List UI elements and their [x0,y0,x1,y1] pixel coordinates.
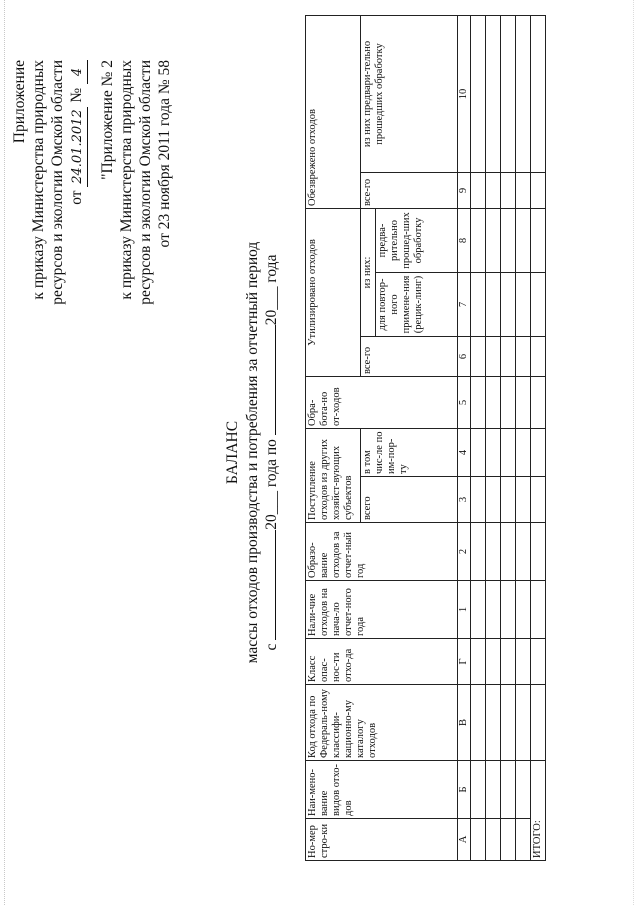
appendix2-line-1: "Приложение № 2 [99,60,116,180]
column-number-cell: 7 [458,273,471,337]
appendix2-line-2: к приказу Министерства природных [118,60,135,300]
column-number-row [458,15,471,860]
column-number-cell: 2 [458,523,471,581]
header-availability: Нали-чие отходов на нача-ло отчет-ного года [306,581,458,639]
doc-title: БАЛАНС [224,420,241,485]
balance-table [305,15,546,861]
header-utilized-pre: предва-рительно прошед-ших обработку [376,209,458,273]
header-neutralized-total: все-го [361,173,458,209]
appendix-line-2: к приказу Министерства природных [30,60,47,300]
period-year1: 20___ года по [263,439,280,530]
total-label: ИТОГО: [531,761,546,861]
header-row-number: Но-мер стро-ки [306,819,458,861]
appendix-line-1: Приложение [11,60,28,144]
column-number-cell: 8 [458,209,471,273]
header-utilized-of: из них: [361,209,376,337]
column-number-cell: 10 [458,15,471,172]
header-neutralized: Обезврежено отходов [306,15,361,208]
column-number-cell: Г [458,639,471,685]
header-neutralized-pre: из них предвари-тельно прошедших обработку [361,15,458,172]
table-row [471,15,486,860]
header-utilized-total: все-го [361,337,458,377]
doc-subtitle: массы отходов производства и потребления за отчетный период [244,241,261,664]
column-number-cell: 1 [458,581,471,639]
header-hazard-class: Класс опас-нос-ти отхо-да [306,639,458,685]
table-row [486,15,501,860]
table-row [516,15,531,860]
period-year2: 20___ года [263,254,280,326]
header-utilized-reuse: для повтор-ного примене-ния (рецик-линг) [376,273,458,337]
column-number-cell: 3 [458,477,471,523]
header-generation: Образо-вание отходов за отчет-ный год [306,523,458,581]
header-processed: Обра-бота-но от-ходов [306,377,458,429]
column-number-cell: 6 [458,337,471,377]
column-number-cell: А [458,819,471,861]
appendix-num-label: № [68,87,85,103]
column-number-cell: Б [458,761,471,819]
column-number-cell: 9 [458,173,471,209]
header-received-total: всего [361,477,458,523]
appendix-from: от [68,190,85,205]
header-row-1 [306,15,361,860]
period-from: с [263,643,280,651]
column-number-cell: 4 [458,429,471,477]
appendix-line-4 [67,60,88,305]
appendix-line-3: ресурсов и экологии Омской области [49,60,66,305]
table-row [501,15,516,860]
period-blank-1 [275,530,276,640]
handwritten-number: 4 [68,60,88,84]
header-waste-code: Код отхода по Федераль-ному классифи-кационно-му каталогу отходов [306,685,458,761]
column-number-cell: 5 [458,377,471,429]
column-number-cell: В [458,685,471,761]
appendix2-line-4: от 23 ноября 2011 года № 58 [156,60,173,248]
appendix2-line-3: ресурсов и экологии Омской области [137,60,154,305]
appendix-header [10,60,88,305]
period-blank-2 [275,325,276,435]
handwritten-date: 24.01.2012 [68,107,88,187]
header-waste-name: Наи-мено-вание видов отхо-дов [306,761,458,819]
appendix2-header [98,60,174,305]
period-line [262,0,281,905]
header-received: Поступление отходов из других хозяйст-вующих субъектов [306,429,361,523]
total-row [531,15,546,860]
header-received-import: в том чис-ле по им-пор-ту [361,429,458,477]
header-utilized: Утилизировано отходов [306,209,361,377]
